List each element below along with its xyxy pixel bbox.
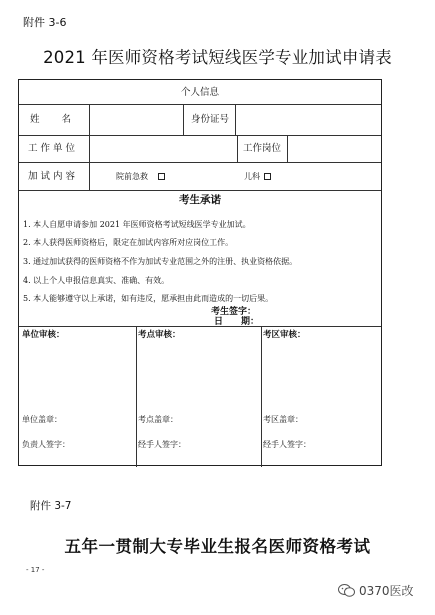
work-unit-input[interactable]	[91, 137, 235, 160]
col-divider	[237, 135, 238, 162]
option-prehospital-label: 院前急救	[116, 172, 148, 181]
district-signer-label: 经手人签字：	[263, 440, 311, 449]
pledge-item: 4. 以上个人申报信息真实、准确、有效。	[23, 276, 170, 285]
attachment-label: 附件 3-6	[23, 16, 67, 29]
district-review-title: 考区审核：	[263, 330, 306, 340]
row-divider	[19, 135, 381, 136]
exam-content-label: 加 试 内 容	[28, 171, 76, 182]
col-divider	[287, 135, 288, 162]
application-form-table	[18, 79, 382, 466]
pledge-item: 1. 本人自愿申请参加 2021 年医师资格考试短线医学专业加试。	[23, 220, 251, 229]
name-label: 姓 名	[30, 114, 73, 125]
option-prehospital-checkbox[interactable]	[158, 173, 165, 180]
watermark	[338, 582, 414, 599]
option-pediatrics-checkbox[interactable]	[264, 173, 271, 180]
row-divider	[19, 162, 381, 163]
unit-review-title: 单位审核：	[22, 330, 65, 340]
option-pediatrics-label: 儿科	[244, 172, 260, 181]
site-signer-label: 经手人签字：	[138, 440, 186, 449]
unit-seal-label: 单位盖章：	[22, 415, 62, 424]
id-number-input[interactable]	[237, 106, 379, 133]
form-title: 2021 年医师资格考试短线医学专业加试申请表	[43, 48, 392, 67]
next-form-title: 五年一贯制大专毕业生报名医师资格考试	[64, 537, 371, 556]
col-divider	[261, 326, 262, 467]
unit-signer-label: 负责人签字：	[22, 440, 70, 449]
work-post-label: 工作岗位	[243, 143, 282, 154]
row-divider	[19, 326, 381, 327]
wechat-icon	[338, 584, 355, 597]
district-seal-label: 考区盖章：	[263, 415, 303, 424]
col-divider	[235, 104, 236, 135]
work-post-input[interactable]	[289, 137, 379, 160]
date-label: 日 期：	[214, 317, 260, 327]
pledge-item: 2. 本人获得医师资格后，限定在加试内容所对应岗位工作。	[23, 238, 234, 247]
col-divider	[183, 104, 184, 135]
row-divider	[19, 190, 381, 191]
site-seal-label: 考点盖章：	[138, 415, 178, 424]
work-unit-label: 工 作 单 位	[28, 143, 76, 154]
attachment-label: 附件 3-7	[30, 500, 72, 512]
name-input[interactable]	[91, 106, 181, 133]
candidate-signature-label: 考生签字：	[211, 307, 257, 317]
pledge-item: 3. 通过加试获得的医师资格不作为加试专业范围之外的注册、执业资格依据。	[23, 257, 298, 266]
row-divider	[19, 104, 381, 105]
pledge-item: 5. 本人能够遵守以上承诺，如有违反，愿承担由此而造成的一切后果。	[23, 294, 274, 303]
site-review-title: 考点审核：	[138, 330, 181, 340]
col-divider	[89, 104, 90, 190]
col-divider	[136, 326, 137, 467]
page-number: - 17 -	[26, 566, 45, 574]
personal-info-header: 个人信息	[180, 87, 219, 98]
watermark-text: 0370医改	[359, 584, 414, 598]
id-number-label: 身份证号	[191, 114, 230, 125]
pledge-header: 考生承诺	[179, 194, 221, 206]
